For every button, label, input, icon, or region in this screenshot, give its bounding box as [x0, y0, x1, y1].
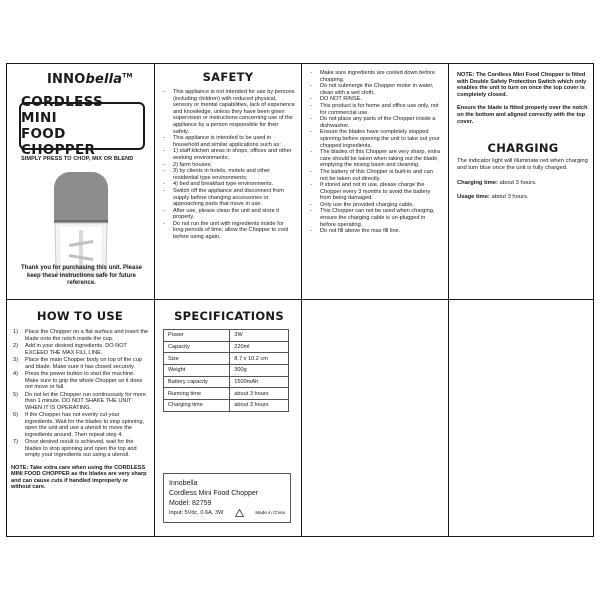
list-item: - 1) staff kitchen areas in shops, offices and other working environments; [161, 148, 295, 161]
list-item: - Do not place any parts of the Chopper inside a dishwasher. [308, 116, 442, 129]
how-to-use-steps [11, 329, 149, 459]
list-item: - After use, please clean the unit and store it properly. [161, 208, 295, 221]
list-item: - Do not fill above the max fill line. [308, 228, 442, 235]
thank-you-note: Thank you for purchasing this unit. Please keep these instructions safe for future reference. [20, 265, 143, 286]
usage-time: Usage time: about 3 hours. [457, 194, 529, 201]
instruction-sheet [6, 63, 594, 537]
safety-panel [155, 64, 301, 299]
list-item: - 2) farm houses; [161, 162, 295, 169]
list-item: - If stored and not in use, please charge the Chopper every 3 months to avoid the battery from being damaged. [308, 182, 442, 202]
specifications-table [163, 329, 289, 412]
list-item: - The battery of this Chopper is built-in and can not be taken out directly. [308, 169, 442, 182]
how-to-use-panel [7, 301, 154, 538]
list-item: - Switch off the appliance and disconnect from supply before changing accessories or approaching parts that move in use. [161, 188, 295, 208]
blank-panel-1 [302, 301, 448, 538]
list-item: - DO NOT RINSE. [308, 96, 442, 103]
label-brand: Innobella [169, 480, 198, 487]
table-row: Size 8.7 x 10.2 cm [164, 353, 289, 365]
table-row: Running time about 3 hours [164, 388, 289, 400]
list-item: 4) Press the power button to start the machine. Make sure to grip the whole Chopper so it does not move or fall. [13, 371, 143, 390]
rcm-mark-icon [235, 509, 244, 517]
brand-logo: INNObella™ [47, 72, 133, 87]
product-name-line2: FOOD CHOPPER [21, 126, 96, 158]
safety-list [161, 89, 295, 241]
list-item: 3) Place the main Chopper body on top of the cup and blade. Make sure it has closed securely. [13, 357, 142, 370]
list-item: - This appliance is intended to be used in household and similar applications such as: [161, 135, 295, 148]
list-item: - 4) bed and breakfast type environments. [161, 181, 295, 188]
chopper-image [49, 170, 113, 278]
list-item: - Only use the provided charging cable. [308, 202, 442, 209]
tagline: SIMPLY PRESS TO CHOP, MIX OR BLEND [21, 156, 134, 162]
table-row: Weight 300g [164, 365, 289, 377]
table-row: Capacity 220ml [164, 341, 289, 353]
list-item: 5) Do not let the Chopper run continuously for more than 1 minute. DO NOT SHAKE THE UNIT WHEN IT IS OPERATING. [13, 391, 146, 411]
row-divider [7, 299, 593, 300]
list-item: - Make sure ingredients are cooled down before chopping. [308, 70, 442, 83]
rating-label [163, 473, 291, 523]
list-item: - Do not run the unit with ingredients inside for long periods of time, allow the Chopper to cool before using again. [161, 221, 295, 241]
label-product: Cordless Mini Food Chopper [169, 490, 259, 497]
list-item: 6) If the Chopper has not evenly cut your ingredients. Wait for the blades to stop spinning, open the unit and use a utensil to move the ingredients around. Then repeat step 4. [13, 412, 145, 438]
blade-warning-note: NOTE: Take extra care when using the CORDLESS MINI FOOD CHOPPER as the blades are very sharp and can cause cuts if handled improperly or without care. [11, 464, 147, 491]
how-to-use-heading: HOW TO USE [36, 309, 124, 323]
list-item: - 3) by clients in hotels, motels and other residential type environments; [161, 168, 295, 181]
label-model: Model: 82759 [169, 500, 212, 507]
list-item: - Ensure the blades have completely stopped spinning before opening the unit to take out your chopped ingredients. [308, 129, 442, 149]
specifications-heading: SPECIFICATIONS [174, 309, 284, 323]
safety-heading: SAFETY [202, 70, 254, 84]
list-item: - Do not submerge the Chopper motor in water, clean with a wet cloth. [308, 83, 442, 96]
table-row: Battery capacity 1500mAh [164, 376, 289, 388]
product-name-box [19, 94, 145, 158]
table-row: Charging time about 3 hours [164, 400, 289, 412]
blank-panel-2 [449, 301, 595, 538]
notes-charging-panel [449, 64, 595, 299]
safety-list-continued [308, 70, 442, 235]
list-item: - This Chopper can not be used when charging, ensure the charging cable is un-plugged in before operating. [308, 208, 442, 228]
specifications-panel [155, 301, 301, 538]
table-row: Power 3W [164, 330, 289, 342]
charging-time: Charging time: about 3 hours. [457, 180, 537, 187]
list-item: 2) Add in your desired ingredients. DO NOT EXCEED THE MAX FILL LINE. [13, 343, 127, 356]
list-item: - This product is for home and office use only, not for commercial use. [308, 103, 442, 116]
list-item: 1) Place the Chopper on a flat surface and insert the blade onto the notch inside the cup. [13, 329, 149, 342]
list-item: 7) Once desired result is achieved, wait for the blades to stop spinning and open the top and empty your ingredients out using a utensil. [13, 439, 137, 458]
blade-fit-note: Ensure the blade is fitted properly over the notch on the bottom and aligned correctly with the top cover. [457, 105, 588, 125]
safety-switch-note: NOTE: The Cordless Mini Food Chopper is fitted with Double Safety Protection Switch which only enables the unit to turn on once the top cover is completely closed. [457, 72, 587, 98]
charging-description: The indicator light will illuminate red when charging and turn blue once the unit is fully charged. [457, 158, 588, 172]
charging-heading: CHARGING [487, 141, 559, 156]
safety-continued-panel [302, 64, 448, 299]
brand-panel [7, 64, 154, 299]
product-name-line1: CORDLESS MINI [21, 94, 104, 126]
list-item: - The blades of this Chopper are very sharp, extra care should be taken when taking out the blade, emptying the mixing basin and cleaning. [308, 149, 442, 169]
list-item: - This appliance is not intended for use by persons (including children) with reduced physical, sensory or mental capabilities, lack of experience and knowledge, unless they have been given supervision or instructions concerning use of the appliance by a person responsible for their safety. [161, 89, 295, 135]
label-input-line: Input: 5Vdc, 0.6A, 3W Made in China [169, 510, 285, 516]
